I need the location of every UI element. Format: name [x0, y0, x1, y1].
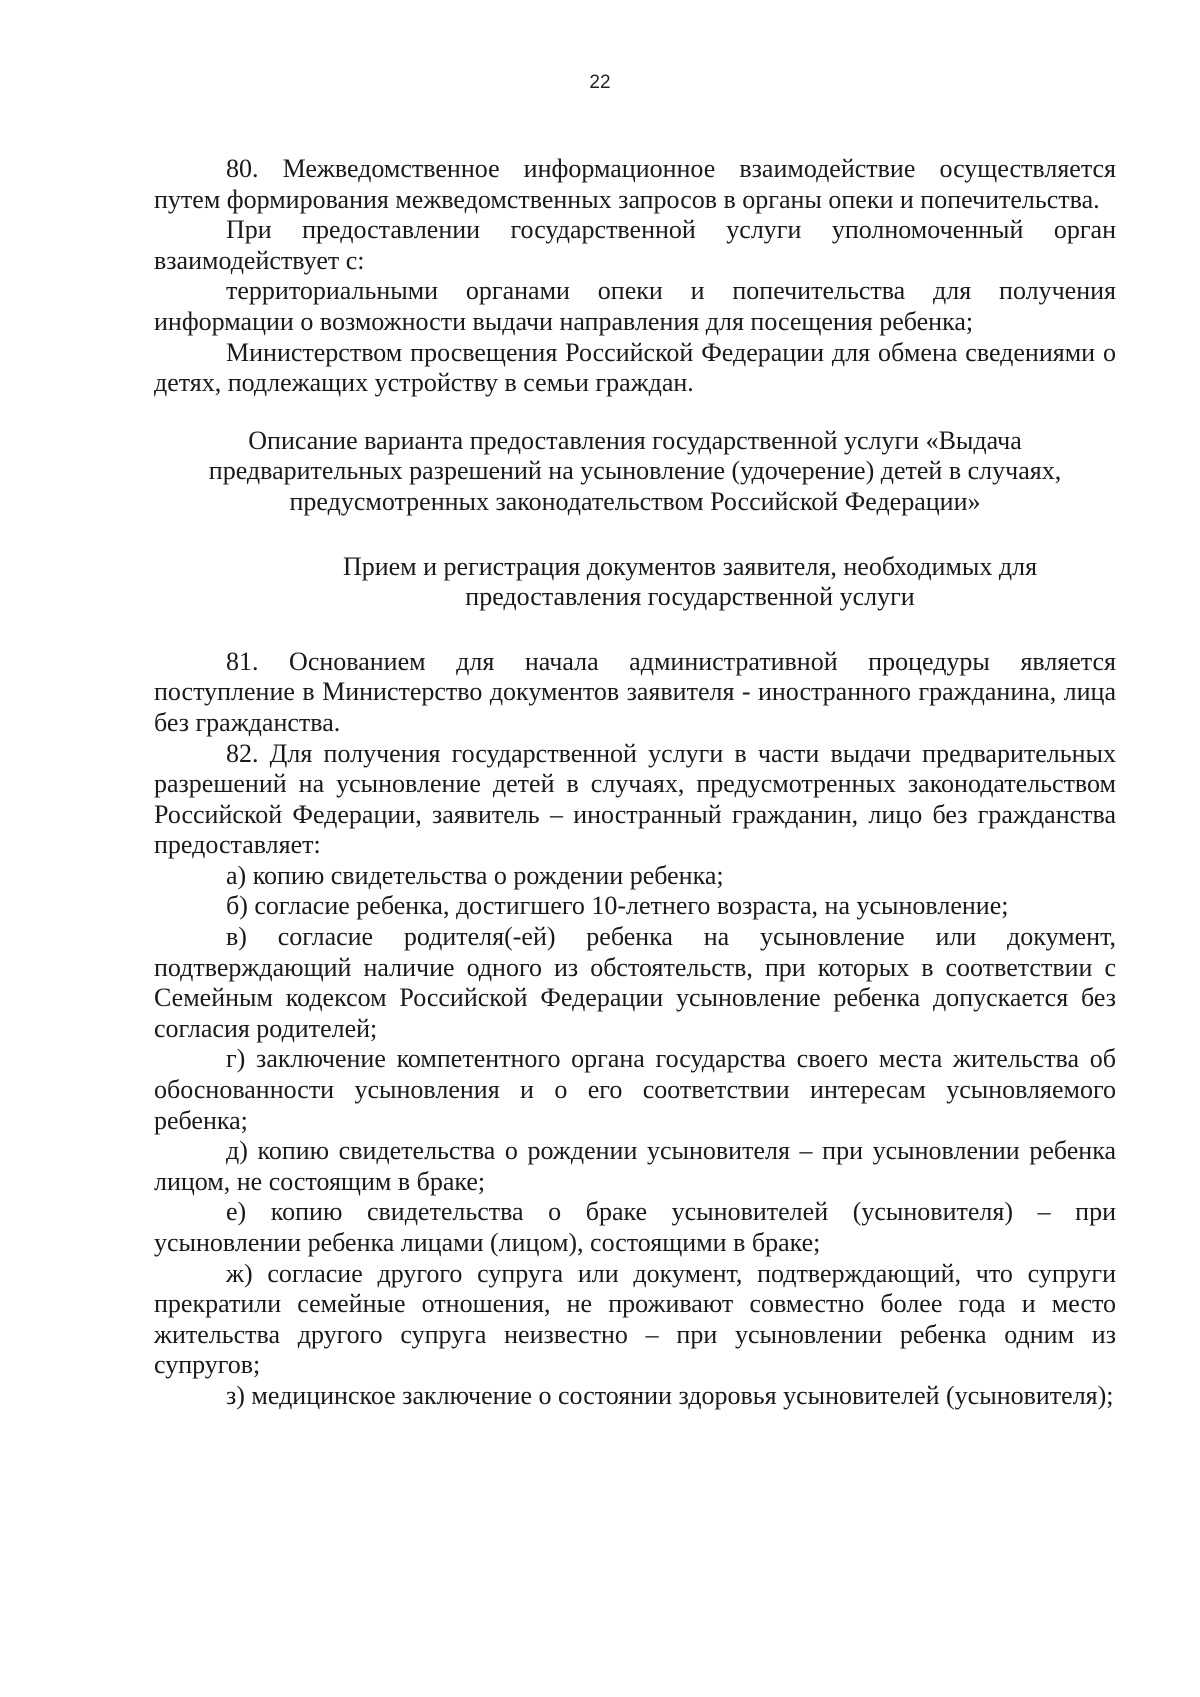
paragraph-80-guardianship-bodies: территориальными органами опеки и попечительства для получения информации о возможности выдачи направления для посещения ребенка;	[154, 276, 1116, 336]
list-item-a: а) копию свидетельства о рождении ребенка;	[226, 860, 724, 890]
list-item-v: в) согласие родителя(-ей) ребенка на усыновление или документ, подтверждающий наличие одного из обстоятельств, при которых в соответствии с Семейным кодексом Российской Федерации усыновление ребенка допускается без согласия родителей;	[154, 922, 1116, 1043]
procedure-heading: Прием и регистрация документов заявителя, необходимых для предоставления государственной услуги	[342, 551, 1038, 612]
paragraph-80: 80. Межведомственное информационное взаимодействие осуществляется путем формирования межведомственных запросов в органы опеки и попечительства.	[154, 154, 1116, 214]
page-number: 22	[589, 72, 611, 93]
document-body	[154, 154, 1116, 1412]
paragraph-81: 81. Основанием для начала административной процедуры является поступление в Министерство документов заявителя - иностранного гражданина, лица без гражданства.	[154, 646, 1116, 737]
paragraph-80-ministry: Министерством просвещения Российской Федерации для обмена сведениями о детях, подлежащих устройству в семьи граждан.	[154, 337, 1116, 398]
list-item-g: г) заключение компетентного органа государства своего места жительства об обоснованности усыновления и о его соответствии интересам усыновляемого ребенка;	[154, 1044, 1116, 1135]
list-item-d: д) копию свидетельства о рождении усыновителя – при усыновлении ребенка лицом, не состоящим в браке;	[154, 1136, 1116, 1196]
variant-heading: Описание варианта предоставления государственной услуги «Выдача предварительных разрешений на усыновление (удочерение) детей в случаях, предусмотренных законодательством Российской Федерации»	[208, 425, 1062, 516]
list-item-e: е) копию свидетельства о браке усыновителей (усыновителя) – при усыновлении ребенка лицами (лицом), состоящими в браке;	[154, 1197, 1116, 1257]
paragraph-82: 82. Для получения государственной услуги в части выдачи предварительных разрешений на усыновление детей в случаях, предусмотренных законодательством Российской Федерации, заявитель – иностранный гражданин, лицо без гражданства предоставляет:	[154, 738, 1116, 860]
list-item-zh: ж) согласие другого супруга или документ, подтверждающий, что супруги прекратили семейные отношения, не проживают совместно более года и место жительства другого супруга неизвестно – при усыновлении ребенка одним из супругов;	[154, 1258, 1116, 1380]
list-item-b: б) согласие ребенка, достигшего 10-летнего возраста, на усыновление;	[226, 891, 1009, 921]
paragraph-80-interaction: При предоставлении государственной услуги уполномоченный орган взаимодействует с:	[154, 215, 1116, 275]
list-item-z: з) медицинское заключение о состоянии здоровья усыновителей (усыновителя);	[226, 1380, 1114, 1410]
